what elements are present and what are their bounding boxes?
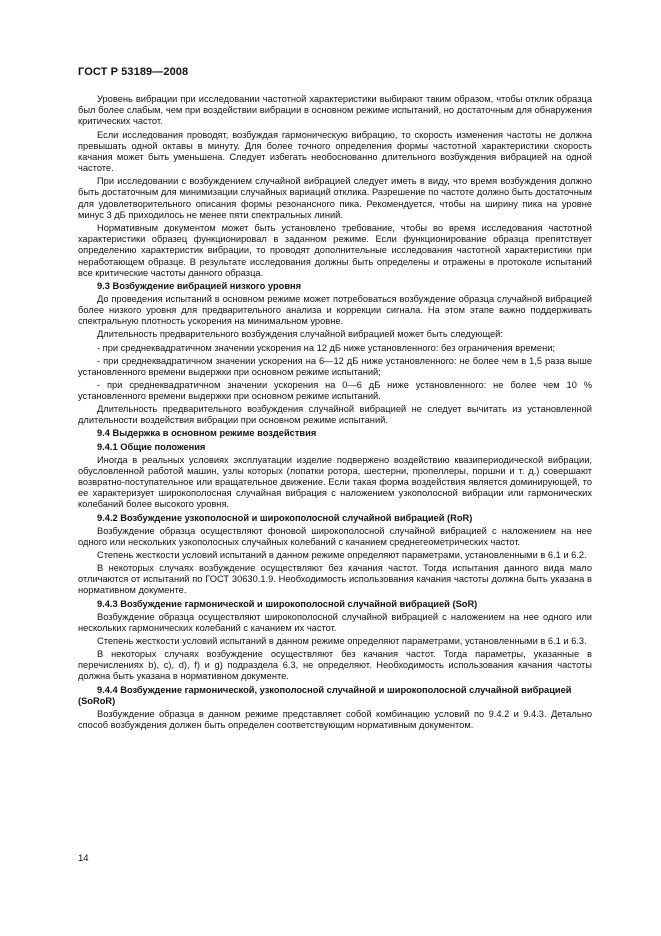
paragraph: Иногда в реальных условиях эксплуатации изделие подвержено воздействию квазипериодической вибрации, обусловленной работой машин, узлы которых (лопатки ротора, шестерни, пропеллеры, поршни и т. д.) совершают возвратно-поступательное или вращательное движение. Если такая форма воздействия является доминирующей, то ее характеризует широкополосная случайная вибрация с наложением узкополосной вибрации или гармонических колебаний более высокого уровня. [78, 454, 592, 510]
list-item: - при среднеквадратичном значении ускорения на 0—6 дБ ниже установленного: не более чем 10 % установленного времени выдержки при основном режиме испытаний. [78, 379, 592, 402]
paragraph: Возбуждение образца осуществляют широкополосной случайной вибрацией с наложением на нее одного или нескольких гармонических колебаний с качанием их частот. [78, 611, 592, 633]
paragraph: Возбуждение образца в данном режиме представляет собой комбинацию условий по 9.4.2 и 9.4.3. Детально способ возбуждения должен быть определен соответствующим нормативным документом. [78, 708, 592, 731]
paragraph: Возбуждение образца осуществляют фоновой широкополосной случайной вибрацией с наложением на нее одного или нескольких узкополосных случайных колебаний с качанием среднегеометрических частот. [78, 525, 592, 547]
document-header: ГОСТ Р 53189—2008 [78, 66, 189, 78]
subsection-heading: 9.4.4 Возбуждение гармонической, узкополосной случайной и широкополосной случайной вибрацией (SoRoR) [78, 684, 572, 706]
paragraph: Длительность предварительного возбуждения случайной вибрацией не следует вычитать из установленной длительности воздействия вибрации при основном режиме испытаний. [78, 404, 592, 426]
paragraph: Если исследования проводят, возбуждая гармоническую вибрацию, то скорость изменения частоты не должна превышать одной октавы в минуту. Для более точного определения формы частотной характеристики скорость качания может быть уменьшена. Следует избегать необоснованно длительного возбуждения вибрацией на одной частоте. [78, 129, 592, 174]
paragraph: При исследовании с возбуждением случайной вибрацией следует иметь в виду, что время возбуждения должно быть достаточным для минимизации случайных вариаций отклика. Разрешение по частоте должно быть достаточным для удовлетворительного описания формы резонансного пика. Рекомендуется, чтобы на ширину пика на уровне минус 3 дБ приходилось не менее пяти спектральных линий. [78, 176, 592, 220]
paragraph: В некоторых случаях возбуждение осуществляют без качания частот. Тогда испытания данного вида мало отличаются от испытаний по ГОСТ 30630.1.9. Необходимость использования качания частоты должна быть указана в нормативном документе. [78, 563, 592, 596]
subsection-heading: 9.4.1 Общие положения [97, 441, 206, 452]
list-item: - при среднеквадратичном значении ускорения на 6—12 дБ ниже установленного: не более чем в 1,5 раза выше установленного времени выдержки при основном режиме испытаний; [78, 355, 592, 377]
paragraph: Степень жесткости условий испытаний в данном режиме определяют параметрами, установленными в 6.1 и 6.2. [97, 549, 587, 560]
paragraph: Нормативным документом может быть установлено требование, чтобы во время исследования частотной характеристики образец функционировал в заданном режиме. Если функционирование образца препятствует определению характеристик вибрации, то проводят дополнительные исследования частотной характеристики при неработающем образце. В результате исследования должны быть определены и отражены в протоколе испытаний все критические частоты данного образца. [78, 222, 592, 278]
subsection-heading: 9.4.3 Возбуждение гармонической и широкополосной случайной вибрацией (SoR) [97, 598, 478, 609]
section-heading: 9.4 Выдержка в основном режиме воздействия [97, 428, 317, 439]
paragraph: Длительность предварительного возбуждения случайной вибрацией может быть следующей: [97, 329, 503, 340]
paragraph: Степень жесткости условий испытаний в данном режиме определяют параметрами, установленными в 6.1 и 6.3. [97, 635, 587, 646]
section-heading: 9.3 Возбуждение вибрацией низкого уровня [97, 280, 302, 291]
paragraph: Уровень вибрации при исследовании частотной характеристики выбирают таким образом, чтобы отклик образца был более слабым, чем при воздействии вибрации в основном режиме испытаний, но достаточным для обнаружения критических частот. [78, 94, 592, 127]
document-body [78, 94, 592, 733]
paragraph: В некоторых случаях возбуждение осуществляют без качания частот. Тогда параметры, указанные в перечислениях b), c), d), f) и g) подраздела 6.3, не определяют. Необходимость использования качания частоты должна быть указана в нормативном документе. [78, 649, 592, 682]
subsection-heading: 9.4.2 Возбуждение узкополосной и широкополосной случайной вибрацией (RoR) [97, 512, 473, 523]
page-number: 14 [78, 853, 89, 864]
list-item: - при среднеквадратичном значении ускорения на 12 дБ ниже установленного: без ограничения времени; [97, 342, 555, 353]
paragraph: До проведения испытаний в основном режиме может потребоваться возбуждение образца случайной вибрацией более низкого уровня для предварительного анализа и коррекции сигнала. На этом этапе важно поддерживать спектральную плотность ускорения на минимальном уровне. [78, 293, 592, 327]
